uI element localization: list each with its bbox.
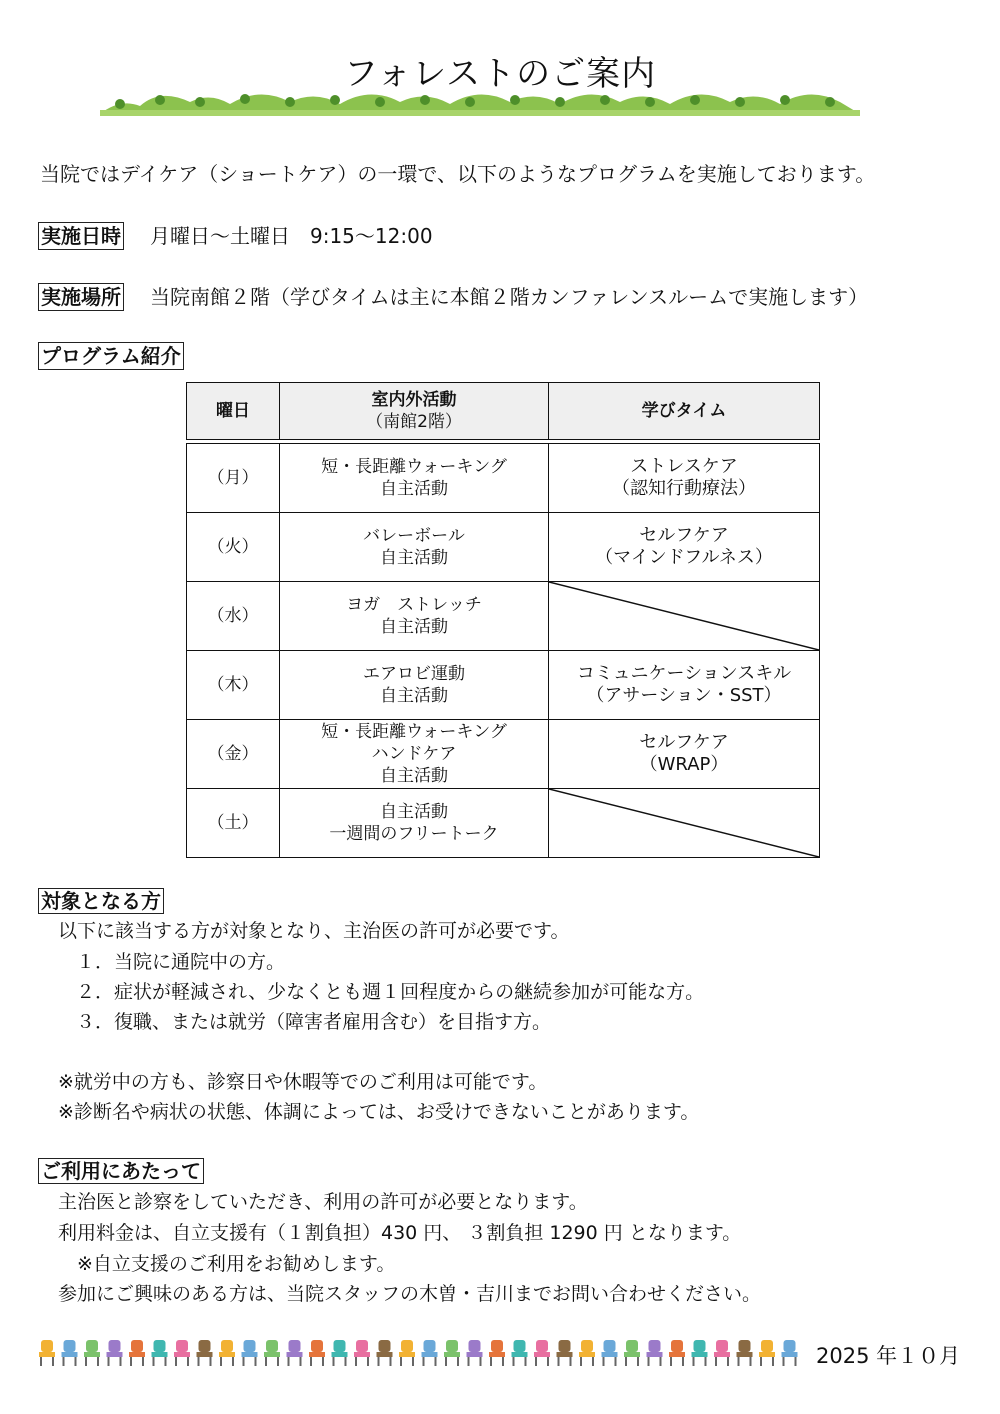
chair-icon (84, 1340, 100, 1366)
forest-hills-decoration (100, 80, 860, 120)
usage-line: 利用料金は、自立支援有（１割負担）430 円、 ３割負担 1290 円 となります。 (58, 1222, 742, 1244)
empty-cell-diagonal (549, 789, 819, 857)
chair-icon (669, 1340, 685, 1366)
chair-icon (377, 1340, 393, 1366)
chair-icon (579, 1340, 595, 1366)
chair-icon (174, 1340, 190, 1366)
activity-line: 短・長距離ウォーキング (321, 722, 507, 742)
activity-cell (280, 513, 549, 582)
activity-cell (280, 582, 549, 651)
usage-line: 主治医と診察をしていただき、利用の許可が必要となります。 (58, 1191, 588, 1213)
table-row (187, 789, 820, 858)
chair-icon (264, 1340, 280, 1366)
program-table (186, 382, 820, 858)
target-label: 対象となる方 (38, 888, 164, 914)
table-row (187, 651, 820, 720)
place-text: 当院南館２階（学びタイムは主に本館２階カンファレンスルームで実施します） (150, 285, 869, 309)
chair-icon (467, 1340, 483, 1366)
header-activity (280, 383, 549, 440)
activity-line: 自主活動 (380, 548, 448, 568)
intro-text: 当院ではデイケア（ショートケア）の一環で、以下のようなプログラムを実施しております。 (40, 162, 876, 186)
study-cell-empty (549, 582, 820, 651)
chair-icon (714, 1340, 730, 1366)
usage-line: ※自立支援のご利用をお勧めします。 (58, 1253, 396, 1275)
activity-line: エアロビ運動 (363, 664, 465, 684)
activity-cell (280, 651, 549, 720)
header-activity-line1: 室内外活動 (371, 390, 457, 410)
activity-line: 自主活動 (380, 766, 448, 786)
day-cell: （金） (187, 720, 280, 789)
day-cell: （水） (187, 582, 280, 651)
schedule-label: 実施日時 (38, 222, 124, 250)
study-line: セルフケア (639, 732, 729, 753)
table-row (187, 720, 820, 789)
day-cell: （土） (187, 789, 280, 858)
target-item: １．当院に通院中の方。 (76, 951, 286, 973)
chair-icon (512, 1340, 528, 1366)
chair-icon (759, 1340, 775, 1366)
chair-icon (602, 1340, 618, 1366)
activity-line: 自主活動 (380, 686, 448, 706)
day-cell: （木） (187, 651, 280, 720)
activity-line: 自主活動 (380, 479, 448, 499)
usage-label: ご利用にあたって (38, 1158, 204, 1184)
issue-date: 2025 年１０月 (816, 1344, 961, 1368)
activity-line: 一週間のフリートーク (329, 824, 499, 844)
target-item: ３．復職、または就労（障害者雇用含む）を目指す方。 (76, 1011, 552, 1033)
chair-icon (624, 1340, 640, 1366)
study-line: （認知行動療法） (612, 478, 756, 499)
chair-icon (782, 1340, 798, 1366)
chair-icon (737, 1340, 753, 1366)
chair-icons-decoration (38, 1336, 808, 1370)
chair-icon (489, 1340, 505, 1366)
activity-cell (280, 789, 549, 858)
chair-icon (534, 1340, 550, 1366)
chair-icon (129, 1340, 145, 1366)
usage-line: 参加にご興味のある方は、当院スタッフの木曽・吉川までお問い合わせください。 (58, 1283, 762, 1305)
chair-icon (309, 1340, 325, 1366)
chair-icon (107, 1340, 123, 1366)
target-note: ※診断名や病状の状態、体調によっては、お受けできないことがあります。 (58, 1101, 700, 1123)
empty-cell-diagonal (549, 582, 819, 650)
table-row (187, 582, 820, 651)
target-item: ２．症状が軽減され、少なくとも週１回程度からの継続参加が可能な方。 (76, 981, 705, 1003)
activity-line: ハンドケア (371, 744, 457, 764)
chair-icon (242, 1340, 258, 1366)
chair-icon (39, 1340, 55, 1366)
header-activity-line2: （南館2階） (366, 412, 462, 432)
study-line: （マインドフルネス） (595, 547, 773, 568)
study-cell (549, 444, 820, 513)
study-cell (549, 651, 820, 720)
study-line: （アサーション・SST） (586, 685, 782, 706)
chair-icon (332, 1340, 348, 1366)
schedule-text: 月曜日～土曜日 9:15～12:00 (150, 224, 433, 248)
activity-line: 自主活動 (380, 617, 448, 637)
activity-cell (280, 444, 549, 513)
study-cell (549, 513, 820, 582)
page-title: フォレストのご案内 (343, 54, 657, 94)
study-line: コミュニケーションスキル (576, 663, 792, 684)
activity-line: 自主活動 (380, 802, 448, 822)
study-line: セルフケア (639, 525, 729, 546)
chair-icon (444, 1340, 460, 1366)
activity-line: ヨガ ストレッチ (346, 595, 482, 615)
day-cell: （月） (187, 444, 280, 513)
chair-icon (287, 1340, 303, 1366)
table-row (187, 513, 820, 582)
study-cell (549, 720, 820, 789)
day-cell: （火） (187, 513, 280, 582)
chair-icon (62, 1340, 78, 1366)
activity-line: 短・長距離ウォーキング (321, 457, 507, 477)
chair-icon (422, 1340, 438, 1366)
activity-cell (280, 720, 549, 789)
chair-icon (197, 1340, 213, 1366)
chair-icon (152, 1340, 168, 1366)
study-line: （WRAP） (639, 754, 729, 775)
target-note: ※就労中の方も、診察日や休暇等でのご利用は可能です。 (58, 1071, 548, 1093)
chair-icon (399, 1340, 415, 1366)
target-lead: 以下に該当する方が対象となり、主治医の許可が必要です。 (58, 920, 570, 942)
header-day: 曜日 (187, 383, 280, 440)
chair-icon (354, 1340, 370, 1366)
chair-icon (219, 1340, 235, 1366)
activity-line: バレーボール (363, 526, 465, 546)
place-label: 実施場所 (38, 283, 124, 311)
study-line: ストレスケア (630, 456, 738, 477)
header-study: 学びタイム (549, 383, 820, 440)
chair-icon (557, 1340, 573, 1366)
chair-icon (692, 1340, 708, 1366)
table-row (187, 444, 820, 513)
program-label: プログラム紹介 (38, 342, 184, 370)
study-cell-empty (549, 789, 820, 858)
chair-icon (647, 1340, 663, 1366)
